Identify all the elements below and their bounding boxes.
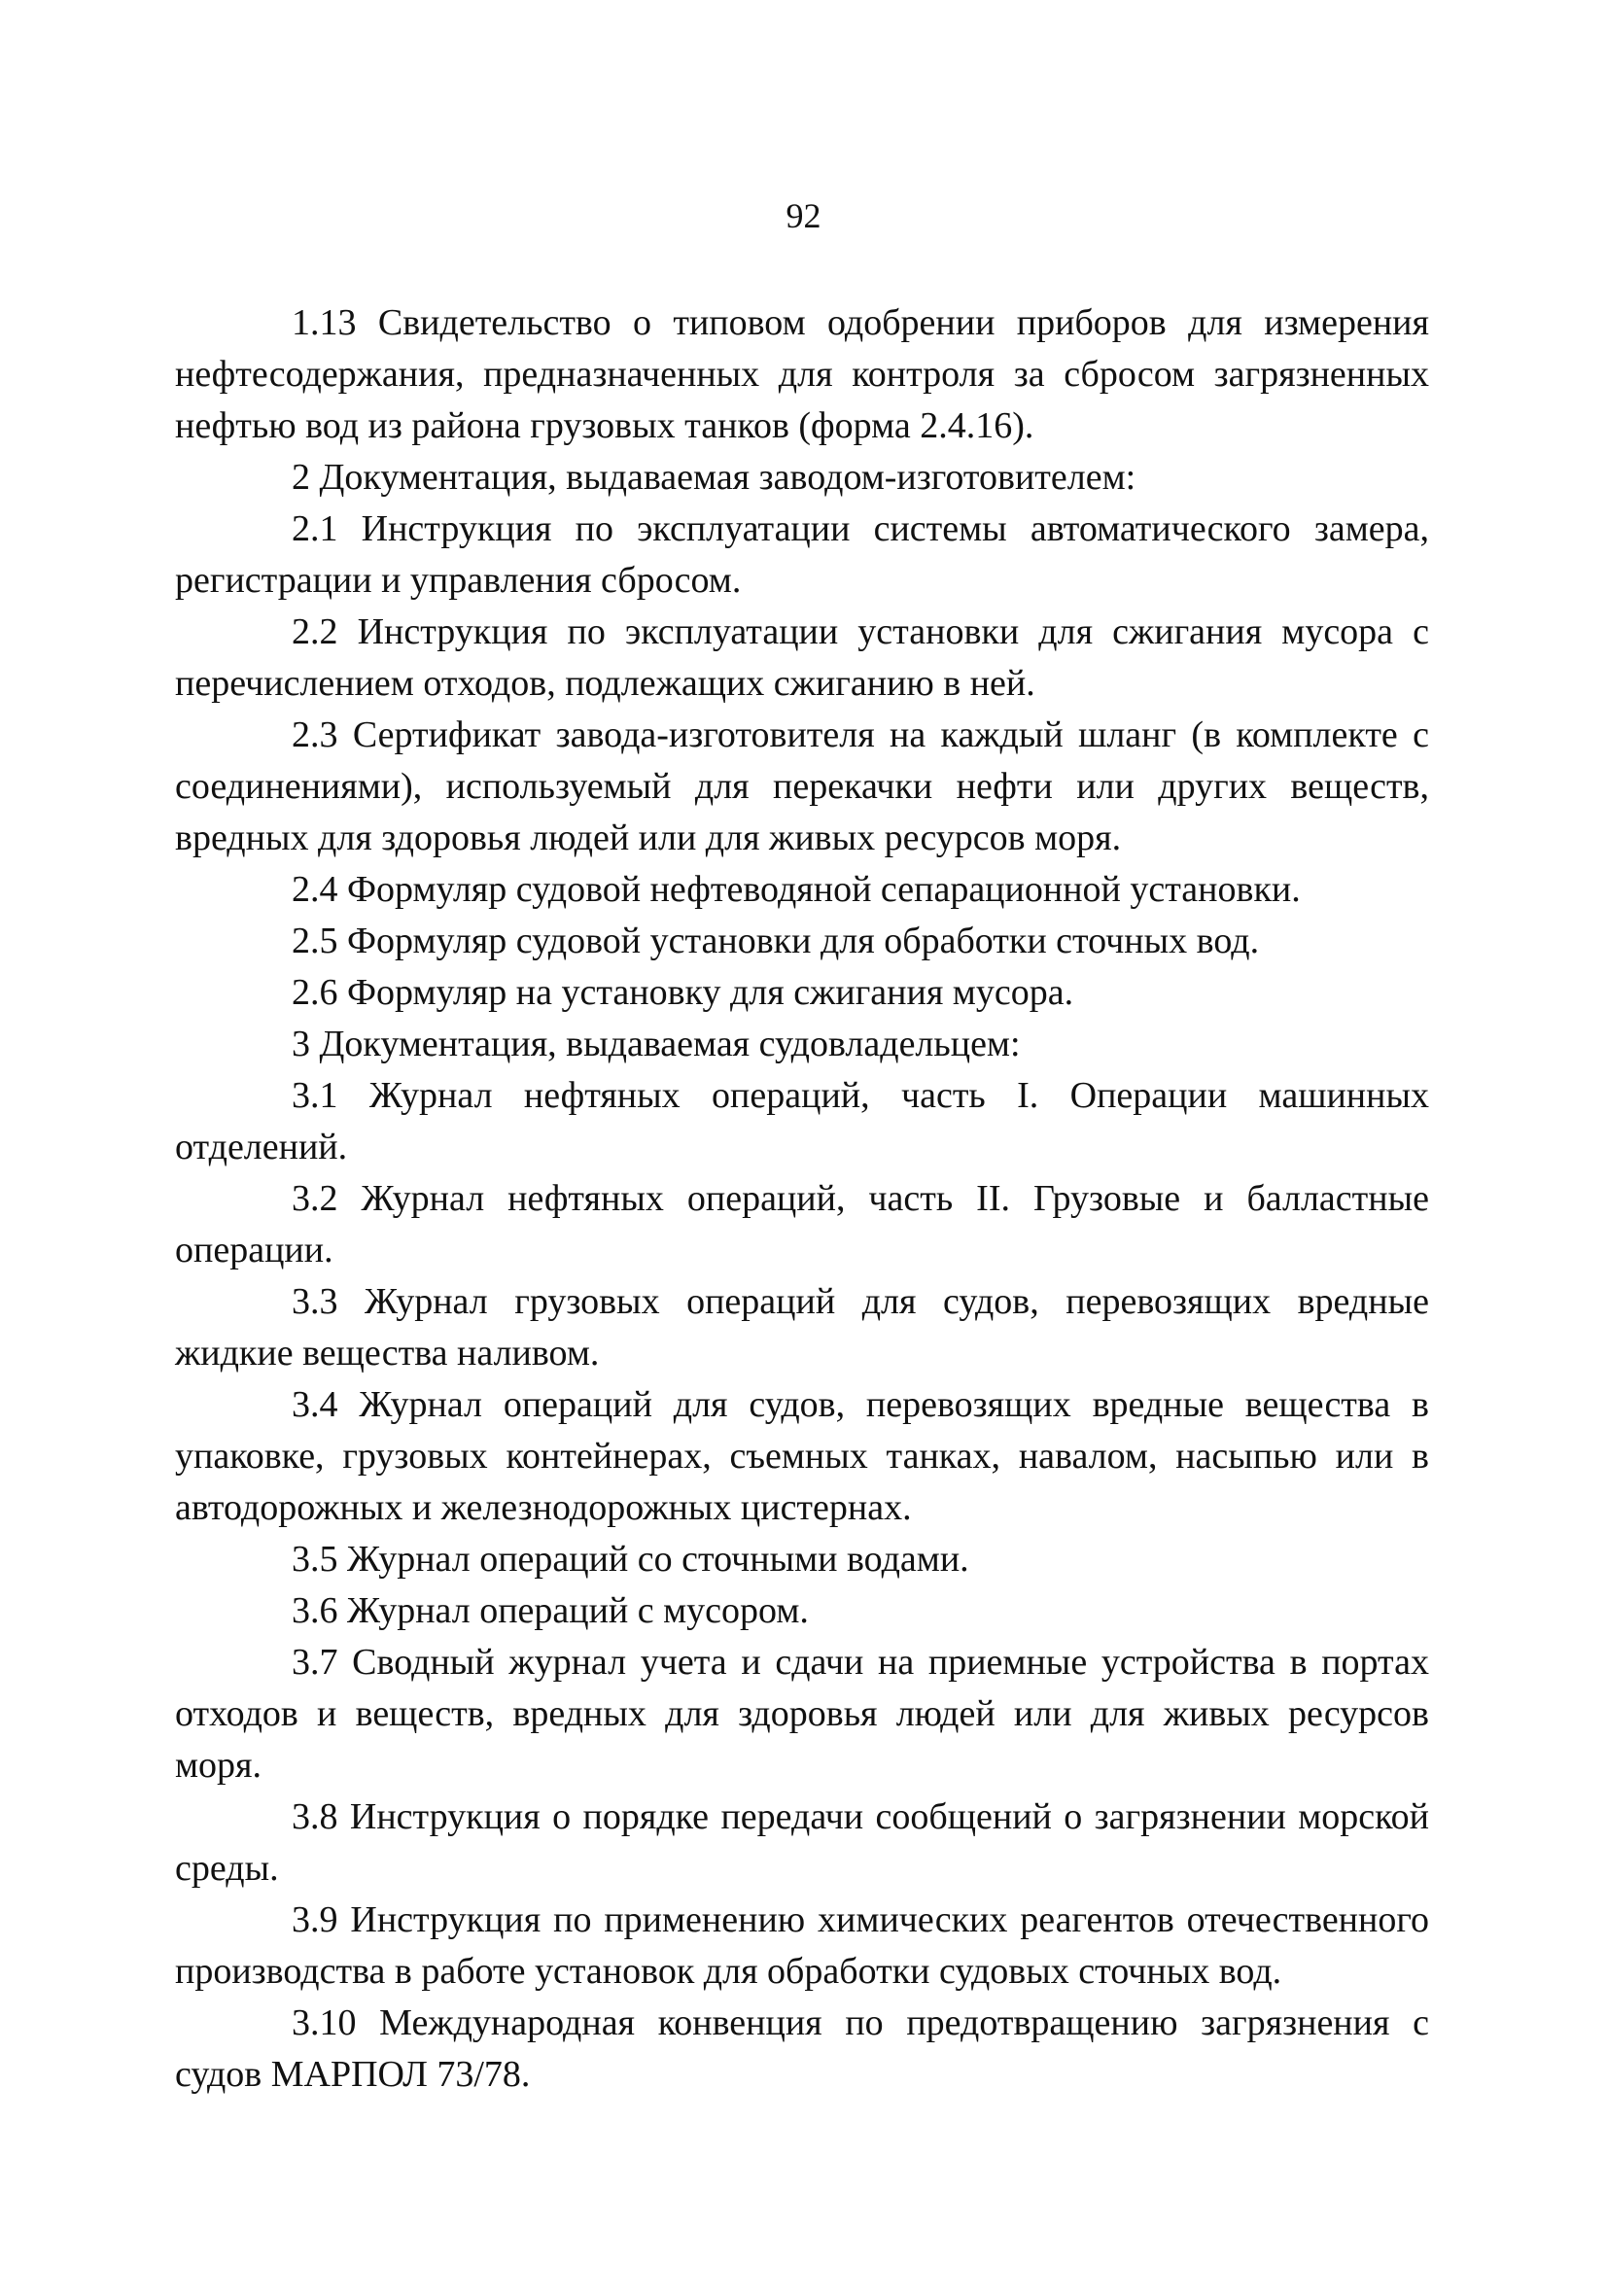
paragraph-3-3: 3.3 Журнал грузовых операций для судов, перевозящих вредные жидкие вещества наливом. bbox=[175, 1281, 1429, 1374]
paragraph-2-1: 2.1 Инструкция по эксплуатации системы автоматического замера, регистрации и управления сбросом. bbox=[175, 508, 1429, 601]
paragraph-2-4: 2.4 Формуляр судовой нефтеводяной сепарационной установки. bbox=[292, 869, 1301, 910]
page-number: 92 bbox=[786, 196, 821, 235]
paragraph-3-2: 3.2 Журнал нефтяных операций, часть II. Грузовые и балластные операции. bbox=[175, 1178, 1429, 1270]
paragraph-3-8: 3.8 Инструкция о порядке передачи сообщений о загрязнении морской среды. bbox=[175, 1796, 1429, 1889]
document-body bbox=[175, 297, 1429, 2101]
paragraph-3-7: 3.7 Сводный журнал учета и сдачи на приемные устройства в портах отходов и веществ, вредных для здоровья людей или для живых ресурсов моря. bbox=[175, 1642, 1429, 1786]
paragraph-3-5: 3.5 Журнал операций со сточными водами. bbox=[292, 1539, 969, 1580]
paragraph-3-10: 3.10 Международная конвенция по предотвращению загрязнения с судов МАРПОЛ 73/78. bbox=[175, 2002, 1429, 2095]
paragraph-3-heading: 3 Документация, выдаваемая судовладельцем: bbox=[292, 1024, 1021, 1064]
paragraph-3-9: 3.9 Инструкция по применению химических реагентов отечественного производства в работе установок для обработки судовых сточных вод. bbox=[175, 1899, 1429, 1992]
paragraph-3-6: 3.6 Журнал операций с мусором. bbox=[292, 1590, 809, 1631]
paragraph-3-4: 3.4 Журнал операций для судов, перевозящих вредные вещества в упаковке, грузовых контейнерах, съемных танках, навалом, насыпью или в автодорожных и железнодорожных цистернах. bbox=[175, 1384, 1429, 1528]
paragraph-2-6: 2.6 Формуляр на установку для сжигания мусора. bbox=[292, 972, 1074, 1013]
paragraph-2-heading: 2 Документация, выдаваемая заводом-изготовителем: bbox=[292, 457, 1136, 498]
paragraph-1-13: 1.13 Свидетельство о типовом одобрении приборов для измерения нефтесодержания, предназначенных для контроля за сбросом загрязненных нефтью вод из района грузовых танков (форма 2.4.16). bbox=[175, 302, 1429, 446]
paragraph-2-2: 2.2 Инструкция по эксплуатации установки для сжигания мусора с перечислением отходов, подлежащих сжиганию в ней. bbox=[175, 611, 1429, 704]
paragraph-2-5: 2.5 Формуляр судовой установки для обработки сточных вод. bbox=[292, 921, 1260, 961]
paragraph-3-1: 3.1 Журнал нефтяных операций, часть I. Операции машинных отделений. bbox=[175, 1075, 1429, 1167]
paragraph-2-3: 2.3 Сертификат завода-изготовителя на каждый шланг (в комплекте с соединениями), используемый для перекачки нефти или других веществ, вредных для здоровья людей или для живых ресурсов моря. bbox=[175, 714, 1429, 858]
